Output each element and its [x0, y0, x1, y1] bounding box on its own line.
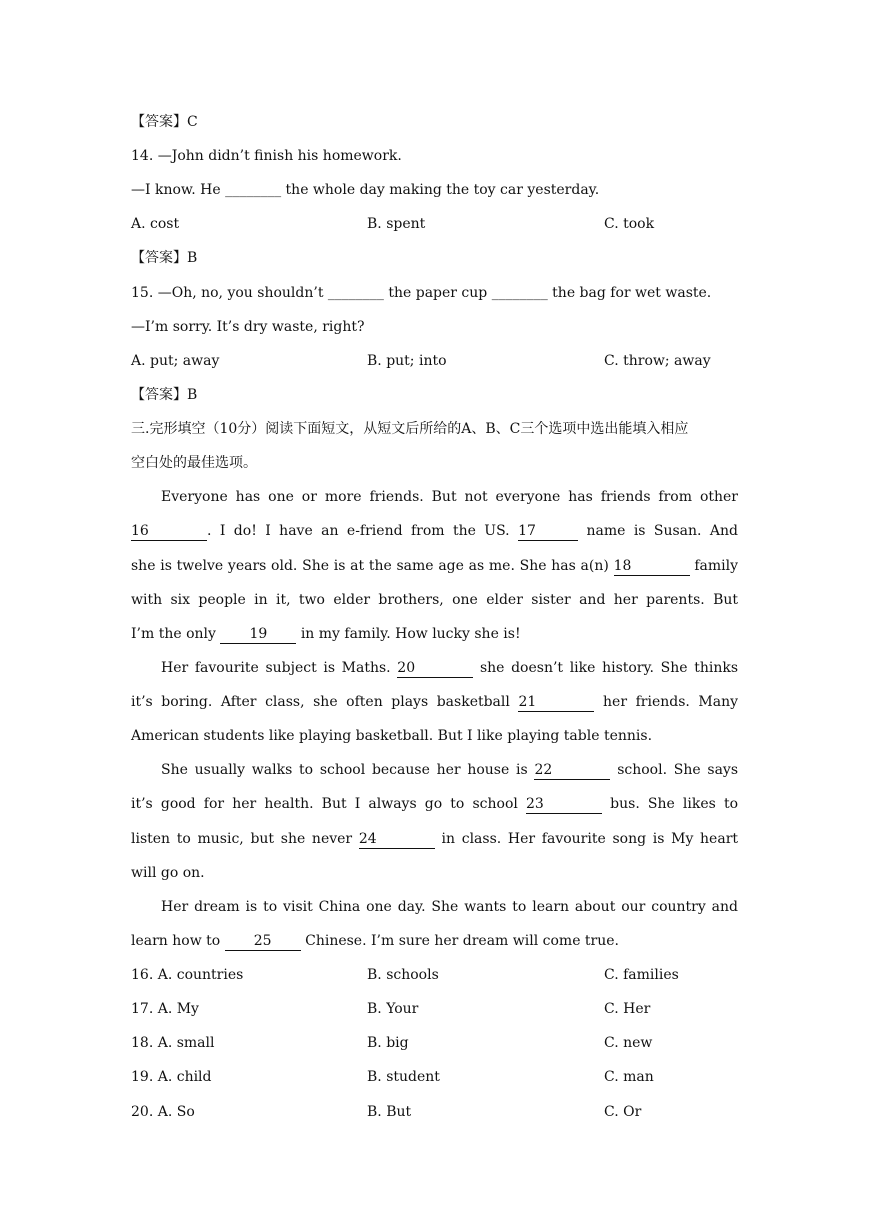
section-heading: 三.完形填空（10分）阅读下面短文，从短文后所给的A、B、C三个选项中选出能填入相应 — [131, 421, 689, 437]
q14-option-a: A. cost — [131, 216, 180, 232]
passage-line: 16 . I do! I have an e-friend from the US. 17 name is Susan. And — [131, 523, 739, 539]
passage-line: it’s good for her health. But I always go to school 23 bus. She likes to — [131, 796, 739, 812]
blank-23: 23 — [526, 795, 602, 814]
q14-option-b: B. spent — [367, 216, 426, 232]
passage-line: with six people in it, two elder brothers, one elder sister and her parents. But — [131, 592, 738, 608]
passage-line: will go on. — [131, 865, 205, 881]
blank-19: 19 — [220, 625, 296, 644]
blank-25: 25 — [225, 932, 301, 951]
passage-line: Her dream is to visit China one day. She wants to learn about our country and — [161, 899, 738, 915]
passage-line: she is twelve years old. She is at the same age as me. She has a(n) 18 family — [131, 558, 738, 574]
blank-20: 20 — [397, 659, 473, 678]
q15-response: —I’m sorry. It’s dry waste, right? — [131, 319, 365, 335]
blank-22: 22 — [534, 761, 610, 780]
q13-answer: 【答案】C — [131, 114, 198, 130]
q15-stem: 15. —Oh, no, you shouldn’t ________ the paper cup ________ the bag for wet waste. — [131, 285, 712, 301]
q15-blank-1: ________ — [327, 285, 384, 301]
passage-line: I’m the only 19 in my family. How lucky she is! — [131, 626, 521, 642]
passage-line: Everyone has one or more friends. But not everyone has friends from other — [161, 489, 738, 505]
passage-line: She usually walks to school because her house is 22 school. She says — [161, 762, 739, 778]
blank-17: 17 — [518, 522, 578, 541]
blank-24: 24 — [359, 830, 435, 849]
passage-line: learn how to 25 Chinese. I’m sure her dream will come true. — [131, 933, 619, 949]
q15-blank-2: ________ — [491, 285, 548, 301]
q14-option-c: C. took — [604, 216, 655, 232]
q14-response: —I know. He ________ the whole day making the toy car yesterday. — [131, 182, 600, 198]
passage-line: listen to music, but she never 24 in class. Her favourite song is My heart — [131, 831, 739, 847]
q14-answer: 【答案】B — [131, 250, 198, 266]
blank-16: 16 — [131, 522, 207, 541]
document-page: 【答案】C 14. —John didn’t finish his homework. —I know. He ________ the whole day making the toy car yesterday. A. cost B. spent C. took 【答案】B 15. —Oh, no, you shouldn’t ________ the paper cup ________ the bag for wet waste. —I’m sorry. It’s dry waste, right? A. put; away B. put; into C. throw; away 【答案】B 三.完形填空（10分）阅读下面短文，从短文后所给的A、B、C三个选项中选出能填入相应 空白处的最佳选项。 Everyone has one or more friends. But not everyone has friends from other 16 . I do! I have an e-friend from the US. 17 name is Susan. And she is twelve years old. She is at the same age as me. She has a(n) 18 family with six people in it, two elder brothers, one elder sister and her parents. But I’m the only 19 in my family. How lucky she is! Her favourite subject is Maths. 20 she doesn’t like history. She thinks it’s boring. After class, she often plays basketball 21 her friends. Many American students like playing basketball. But I like playing table tennis. She usually walks to school because her house is 22 school. She says it’s good for her health. But I always go to school 23 bus. She likes to listen to music, but she never 24 in class. Her favourite song is My heart will go on. Her dream is to visit China one day. She wants to learn about our country and learn how to 25 Chinese. I’m sure her dream will come true. 16. A. countries B. schools C. families 17. A. My B. Your C. Her 18. A. small B. big C. new 19. A. child B. student C. man 20. A. So B. But C. Or — [131, 114, 739, 1120]
q15-option-a: A. put; away — [131, 353, 220, 369]
section-heading-cont: 空白处的最佳选项。 — [131, 455, 257, 471]
blank-18: 18 — [614, 557, 690, 576]
q15-option-c: C. throw; away — [604, 353, 711, 369]
q14-stem: 14. —John didn’t finish his homework. — [131, 148, 402, 164]
q15-option-b: B. put; into — [367, 353, 447, 369]
passage-line: American students like playing basketball. But I like playing table tennis. — [131, 728, 653, 744]
q15-answer: 【答案】B — [131, 387, 198, 403]
passage-line: Her favourite subject is Maths. 20 she doesn’t like history. She thinks — [161, 660, 738, 676]
blank-21: 21 — [518, 693, 594, 712]
passage-line: it’s boring. After class, she often plays basketball 21 her friends. Many — [131, 694, 739, 710]
q14-blank: ________ — [225, 182, 282, 198]
